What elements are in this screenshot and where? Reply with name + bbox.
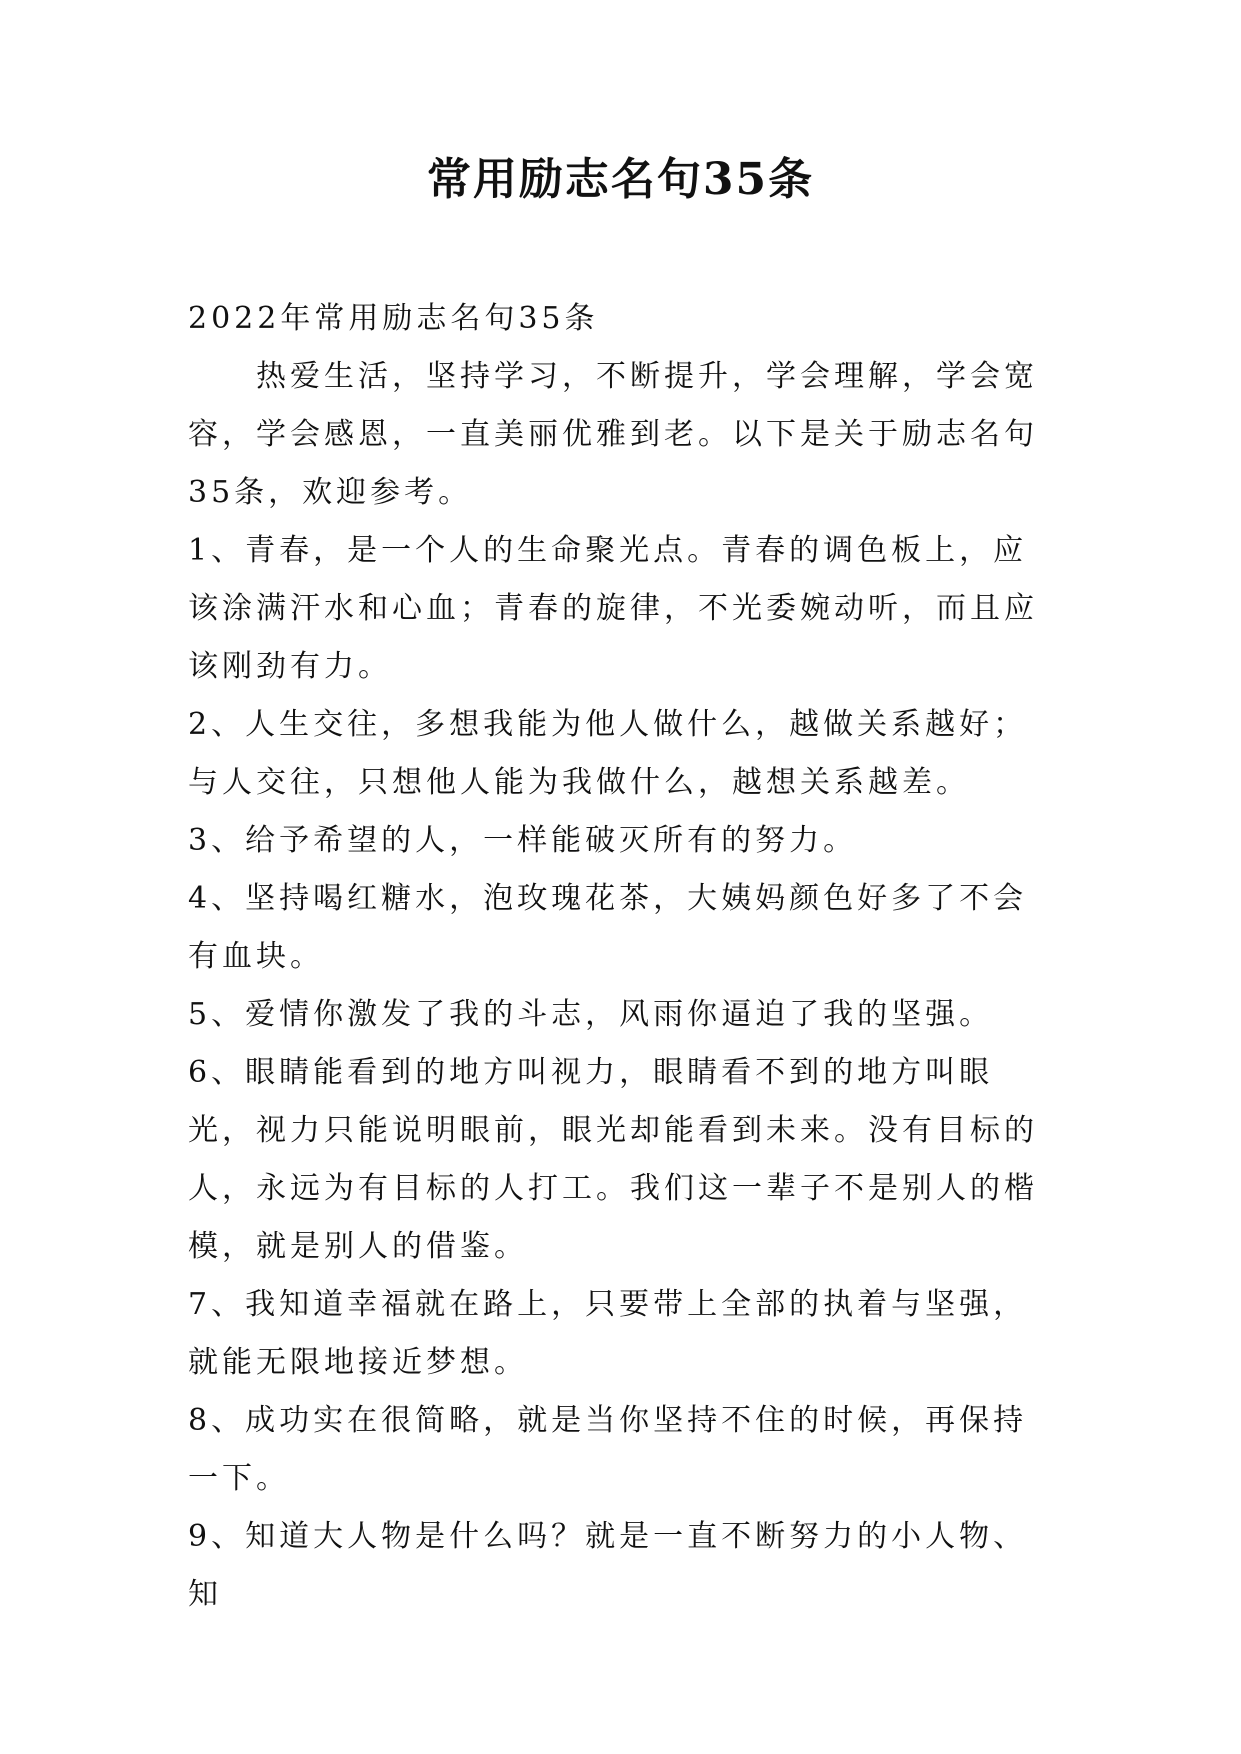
quote-item-3: 3、给予希望的人，一样能破灭所有的努力。 <box>188 823 858 858</box>
document-body <box>188 290 1058 1624</box>
quote-item-8: 8、成功实在很简略，就是当你坚持不住的时候，再保持一下。 <box>188 1403 1028 1496</box>
quote-item-9: 9、知道大人物是什么吗？就是一直不断努力的小人物、知 <box>188 1519 1028 1612</box>
intro-paragraph: 热爱生活，坚持学习，不断提升，学会理解，学会宽容，学会感恩，一直美丽优雅到老。以下是关于励志名句35条，欢迎参考。 <box>188 359 1038 510</box>
quote-item-5: 5、爱情你激发了我的斗志，风雨你逼迫了我的坚强。 <box>188 997 994 1032</box>
quote-item-4: 4、坚持喝红糖水，泡玫瑰花茶，大姨妈颜色好多了不会有血块。 <box>188 881 1028 974</box>
quote-item-7: 7、我知道幸福就在路上，只要带上全部的执着与坚强，就能无限地接近梦想。 <box>188 1287 1028 1380</box>
quote-item-2: 2、人生交往，多想我能为他人做什么，越做关系越好；与人交往，只想他人能为我做什么，越想关系越差。 <box>188 707 1028 800</box>
quote-item-1: 1、青春，是一个人的生命聚光点。青春的调色板上，应该涂满汗水和心血；青春的旋律，不光委婉动听，而且应该刚劲有力。 <box>188 533 1038 684</box>
quote-item-6: 6、眼睛能看到的地方叫视力，眼睛看不到的地方叫眼光，视力只能说明眼前，眼光却能看到未来。没有目标的人，永远为有目标的人打工。我们这一辈子不是别人的楷模，就是别人的借鉴。 <box>188 1055 1038 1264</box>
document-subtitle: 2022年常用励志名句35条 <box>188 301 599 336</box>
document-title: 常用励志名句35条 <box>426 154 815 205</box>
